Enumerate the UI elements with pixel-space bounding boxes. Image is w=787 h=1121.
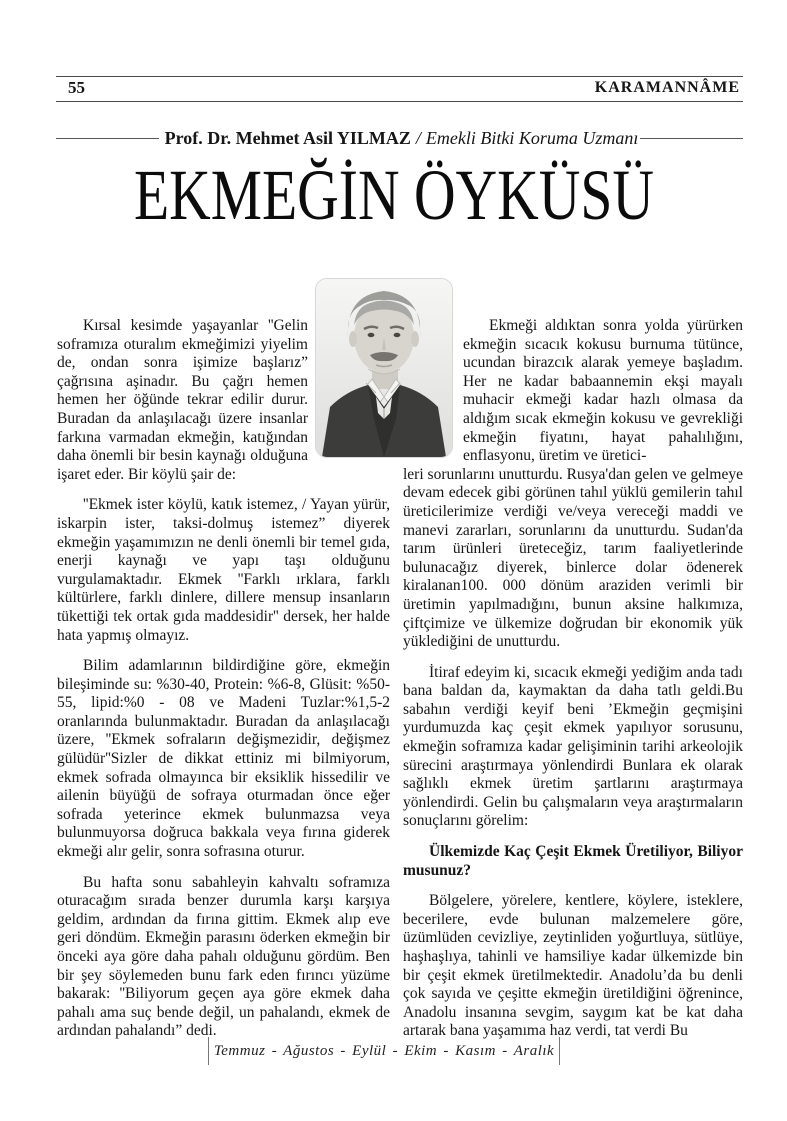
paragraph-right-1a: Ekmeği aldıktan sonra yolda yürürken ekmeğin sıcacık kokusu burnuma tütünce, ucundan birazcık alarak yemeye başladım. Her ne kadar babaannemin ekşi mayalı muhacir ekmeği kadar hazlı olmasa da aldığım sıcak ekmeğin kokusu ve gevrekliği ekmeğin fiyatını, hayat pahalılığını, enflasyonu, üretim ve üretici- bbox=[463, 317, 743, 465]
article-title-wrap bbox=[0, 156, 787, 235]
header-rule-top bbox=[56, 76, 743, 77]
paragraph-right-1b: leri sorunlarını unutturdu. Rusya'dan gelen ve gelmeye devam edecek gibi görünen tahıl yüklü gemilerin tahıl üreticilerimize verdiği ve/veya vereceği maddi ve manevi zararları, sorunlarını da unutturdu. Sudan'da tarım ürünleri üreteceğiz, tarım faaliyetlerinde bulunacağız diyerek, binlerce dolar ödenerek kiralanan100. 000 dönüm araziden verimli bir üretimin yapılmadığını, bunun aksine halkımıza, çiftçimize ve ülkemize doğrudan bir ekonomik yük yüklediğini de unutturdu. bbox=[403, 465, 743, 651]
paragraph-left-3: Bilim adamlarının bildirdiğine göre, ekmeğin bileşiminde su: %30-40, Protein: %6-8, Glüsit: %50-55, lipid:%0 - 08 ve Madeni Tuzlar:%1,5-2 oranlarında bulunmaktadır. Buradan da anlaşılacağı üzere, ''Ekmek sofraların değişmezidir, değişmez gülüdür''Sizler de dikkat ettiniz mi bilmiyorum, ekmek sofrada olmayınca bir eksiklik hissedilir ve ailenin büyüğü de sofraya oturmadan önce eğer sofrada yeterince ekmek bulunmazsa veya bulunmuyorsa doğruca bakkala veya fırına giderek ekmeği alır gelir, sonra sofrasına oturur. bbox=[57, 657, 390, 861]
issue-footer bbox=[208, 1037, 560, 1065]
header-rule-bottom bbox=[56, 101, 743, 102]
left-column bbox=[57, 317, 390, 1041]
issue-months: Temmuz - Ağustos - Eylül - Ekim - Kasım - Aralık bbox=[213, 1042, 555, 1059]
article-title: EKMEĞİN ÖYKÜSÜ bbox=[133, 155, 654, 235]
byline bbox=[56, 128, 743, 149]
paragraph-left-4: Bu hafta sonu sabahleyin kahvaltı soframıza oturacağım sırada benzer durumla karşı karşıya geldim, ardından da fırına gittim. Ekmek alıp eve geri döndüm. Ekmeğin parasını öderken ekmeğin bir önceki aya göre daha pahalı olduğunu gördüm. Ben bir şey söylemeden bunu fark eden fırıncı yüzüme bakarak: ''Biliyorum geçen aya göre ekmek daha pahalı ama suç bende değil, un pahalandı, ekmek de ardından pahalandı” dedi. bbox=[57, 873, 390, 1040]
byline-rule-right bbox=[640, 138, 743, 139]
paragraph-right-3: Bölgelere, yörelere, kentlere, köylere, isteklere, becerilere, evde bulunan malzemelere göre, üzümlüden cevizliye, zeytinliden yoğurtluya, sütlüye, haşhaşlıya, tahinli ve hamsiliye kadar ülkemizde bin bir çeşit ekmek üretilmektedir. Anadolu’da bu denli çok sayıda ve çeşitte ekmeğin üretildiğini öğrenince, Anadolu insanına sevgim, saygım kat be kat daha artarak bana yaşamıma haz verdi, tat verdi Bu bbox=[403, 892, 743, 1040]
byline-rule-left bbox=[56, 138, 159, 139]
paragraph-left-1: Kırsal kesimde yaşayanlar ''Gelin soframıza oturalım ekmeğimizi yiyelim de, ondan sonra işimize başlarız” çağrısına aşinadır. Bu çağrı hemen hemen her öğünde tekrar edilir durur. Buradan da anlaşılacağı üzere insanlar farkına varmadan ekmeğin, katığından daha önemli bir besin kaynağı olduğuna işaret eder. Bir köylü şair de: bbox=[57, 317, 308, 483]
byline-author: Prof. Dr. Mehmet Asil YILMAZ bbox=[164, 128, 411, 148]
paragraph-right-2: İtiraf edeyim ki, sıcacık ekmeği yediğim anda tadı bana baldan da, kaymaktan da daha tatlı geldi.Bu sabahın verdiği keyif beni ’Ekmeğin geçmişini yurdumuzda kaç çeşit ekmek yapılıyor sorusunu, ekmeğin soframıza kadar gelişiminin tarihi arkeolojik sürecini araştırmaya yönlendirdi Bunlara ek olarak sağlıklı ekmek üretim şartlarını araştırmaya yönlendirdi. Gelin bu çalışmaların veya araştırmaların sonuçlarını görelim: bbox=[403, 663, 743, 830]
right-column bbox=[403, 317, 743, 1041]
byline-role: Emekli Bitki Koruma Uzmanı bbox=[425, 128, 639, 148]
section-heading: Ülkemizde Kaç Çeşit Ekmek Üretiliyor, Biliyor musunuz? bbox=[403, 843, 743, 879]
byline-separator: / bbox=[415, 128, 421, 148]
page-number: 55 bbox=[68, 78, 85, 97]
paragraph-left-2: ''Ekmek ister köylü, katık istemez, / Yayan yürür, iskarpin ister, taksi-dolmuş istemez” diyerek ekmeğin yaşamımızın ne denli önemli bir temel gıda, enerji kaynağı ve yapı taşı olduğunu vurgulamaktadır. Ekmek ''Farklı ırklara, farklı kültürlere, farklı dinlere, dillere mensup insanların tükettiği tek ortak gıda maddesidir'' dersek, her halde hata yapmış olmayız. bbox=[57, 496, 390, 644]
journal-title: KARAMANNÂME bbox=[594, 79, 740, 96]
